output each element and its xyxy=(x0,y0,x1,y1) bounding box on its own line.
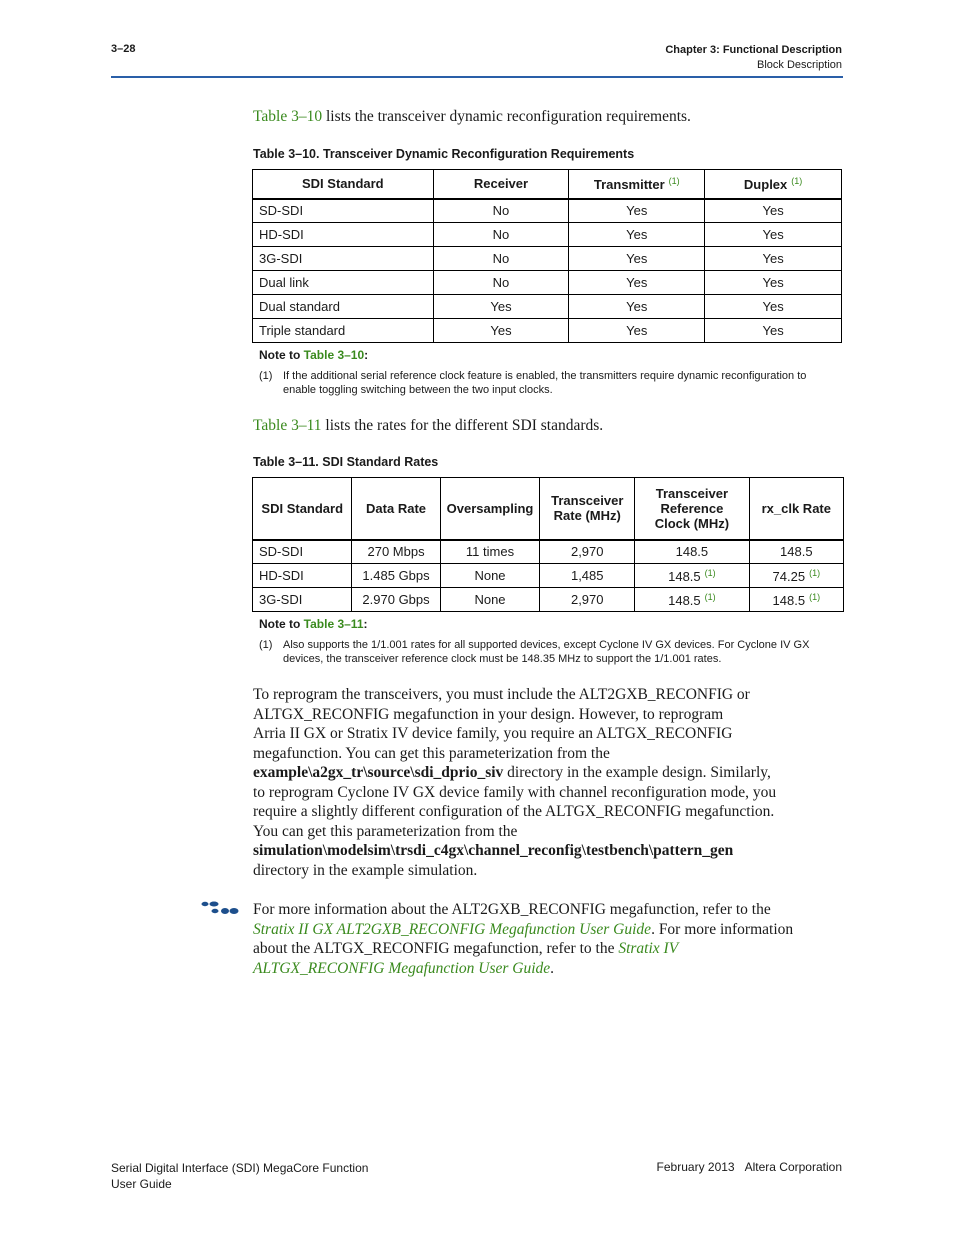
cell: No xyxy=(433,247,569,271)
column-header: Oversampling xyxy=(440,478,540,540)
column-header: Transceiver Rate (MHz) xyxy=(540,478,635,540)
footnote-marker[interactable]: (1) xyxy=(668,175,680,186)
footnote-number: (1) xyxy=(259,639,273,651)
cell: Yes xyxy=(569,319,705,343)
table-3-10-link[interactable]: Table 3–10 xyxy=(253,108,323,125)
table-note-title: Note to Table 3–10: xyxy=(259,348,369,362)
table-header-row xyxy=(253,170,842,199)
table-caption: Table 3–11. SDI Standard Rates xyxy=(253,455,439,469)
cell: 3G-SDI xyxy=(253,588,352,612)
footnote-text: If the additional serial reference clock feature is enabled, the transmitters require dynamic reconfiguration to enable toggling switching between the two input clocks. xyxy=(283,370,807,396)
table-row xyxy=(253,295,842,319)
column-header: Data Rate xyxy=(352,478,440,540)
info-paragraph: For more information about the ALT2GXB_RECONFIG megafunction, refer to the Stratix II GX ALT2GXB_RECONFIG Megafunction User Guide. For more information about the ALTGX_RECONFIG megafunction, refer to the Stratix IV ALTGX_RECONFIG Megafunction User Guide. xyxy=(253,901,794,977)
cell: None xyxy=(440,588,540,612)
cell: HD-SDI xyxy=(253,223,434,247)
column-header: Receiver xyxy=(433,170,569,199)
table-row xyxy=(253,223,842,247)
cell: Yes xyxy=(705,247,842,271)
cell: Yes xyxy=(705,223,842,247)
intro-text: lists the rates for the different SDI standards. xyxy=(321,417,604,434)
cell: 2.970 Gbps xyxy=(352,588,440,612)
footnote-text: Also supports the 1/1.001 rates for all supported devices, except Cyclone IV GX devices. For Cyclone IV GX devices, the transceiver reference clock must be 148.35 MHz to support the 1/1.001 rates. xyxy=(283,639,810,665)
sdi-standard-rates-table xyxy=(252,477,844,612)
body-paragraph: To reprogram the transceivers, you must include the ALT2GXB_RECONFIG or ALTGX_RECONFIG megafunction in your design. However, to reprogram Arria II GX or Stratix IV device family, you require an ALTGX_RECONFIG megafunction. You can get this parameterization from the example\a2gx_tr\source\sdi_dprio_siv directory in the example design. Similarly, to reprogram Cyclone IV GX device family with channel reconfiguration mode, you require a slightly different configuration of the ALTGX_RECONFIG megafunction. You can get this parameterization from the simulation\modelsim\trsdi_c4gx\channel_reconfig\testbench\pattern_gen directory in the example simulation. xyxy=(253,685,843,880)
footnote-marker[interactable]: (1) xyxy=(704,591,716,602)
table-row xyxy=(253,199,842,223)
cell: None xyxy=(440,564,540,588)
running-header xyxy=(665,43,842,73)
cell: 1.485 Gbps xyxy=(352,564,440,588)
table-3-10-note-link[interactable]: Table 3–10 xyxy=(303,348,365,362)
cell: Yes xyxy=(705,199,842,223)
example-directory-path: example\a2gx_tr\source\sdi_dprio_siv xyxy=(253,764,504,781)
cell: 148.5 $^{(1)}$ xyxy=(749,588,843,612)
cell: Yes xyxy=(569,271,705,295)
table-row xyxy=(253,247,842,271)
footnote-number: (1) xyxy=(259,370,273,382)
column-header: Transceiver Reference Clock (MHz) xyxy=(635,478,749,540)
cell: HD-SDI xyxy=(253,564,352,588)
table-footnote xyxy=(259,638,839,668)
cell: 270 Mbps xyxy=(352,540,440,564)
cell: 74.25 $^{(1)}$ xyxy=(749,564,843,588)
table-row xyxy=(253,564,844,588)
table-note-title: Note to Table 3–11: xyxy=(259,617,368,631)
table-row xyxy=(253,319,842,343)
cell: SD-SDI xyxy=(253,540,352,564)
chapter-title: Chapter 3: Functional Description xyxy=(665,44,842,56)
cell: No xyxy=(433,199,569,223)
cell: Dual link xyxy=(253,271,434,295)
intro-text: lists the transceiver dynamic reconfiguration requirements. xyxy=(322,108,691,125)
cell: 11 times xyxy=(440,540,540,564)
table-row xyxy=(253,540,844,564)
cell: Yes xyxy=(569,295,705,319)
cell: Yes xyxy=(569,247,705,271)
column-header: SDI Standard xyxy=(253,170,434,199)
footnote-marker[interactable]: (1) xyxy=(809,567,821,578)
simulation-directory-path: simulation\modelsim\trsdi_c4gx\channel_reconfig\testbench\pattern_gen xyxy=(253,842,734,859)
cell: No xyxy=(433,271,569,295)
cell: Yes xyxy=(705,319,842,343)
cell: 1,485 xyxy=(540,564,635,588)
cell: Yes xyxy=(705,295,842,319)
cell: 148.5 xyxy=(749,540,843,564)
cell: Dual standard xyxy=(253,295,434,319)
column-header: SDI Standard xyxy=(253,478,352,540)
table-header-row xyxy=(253,478,844,540)
cell: Yes xyxy=(433,295,569,319)
cell: Yes xyxy=(569,199,705,223)
cell: Yes xyxy=(705,271,842,295)
table-footnote xyxy=(259,369,839,399)
cell: Yes xyxy=(433,319,569,343)
cell: 148.5 xyxy=(635,540,749,564)
footnote-marker[interactable]: (1) xyxy=(809,591,821,602)
table-row xyxy=(253,271,842,295)
footer-doc-title: Serial Digital Interface (SDI) MegaCore Function User Guide xyxy=(111,1161,369,1191)
cell: Triple standard xyxy=(253,319,434,343)
cell: 148.5 $^{(1)}$ xyxy=(635,564,749,588)
cell: SD-SDI xyxy=(253,199,434,223)
page-number: 3–28 xyxy=(111,43,136,55)
footnote-marker[interactable]: (1) xyxy=(704,567,716,578)
stratix-iv-guide-link-cont[interactable]: ALTGX_RECONFIG Megafunction User Guide xyxy=(253,959,551,977)
column-header: rx_clk Rate xyxy=(749,478,843,540)
table-row xyxy=(253,588,844,612)
intro-paragraph-1 xyxy=(253,107,691,127)
cell: 3G-SDI xyxy=(253,247,434,271)
cell: 2,970 xyxy=(540,540,635,564)
column-header: Duplex $^{(1)}$ xyxy=(705,170,842,199)
cell: Yes xyxy=(569,223,705,247)
info-icon xyxy=(199,899,241,919)
cell: 2,970 xyxy=(540,588,635,612)
stratix-ii-gx-guide-link[interactable]: Stratix II GX ALT2GXB_RECONFIG Megafunction User Guide xyxy=(253,920,652,938)
footer-publisher: February 2013 Altera Corporation xyxy=(656,1160,842,1174)
table-caption: Table 3–10. Transceiver Dynamic Reconfiguration Requirements xyxy=(253,147,635,161)
footnote-marker[interactable]: (1) xyxy=(791,175,803,186)
section-title: Block Description xyxy=(757,59,842,71)
column-header: Transmitter $^{(1)}$ xyxy=(569,170,705,199)
reconfig-requirements-table xyxy=(252,169,842,343)
table-3-11-note-link[interactable]: Table 3–11 xyxy=(303,617,364,631)
stratix-iv-guide-link[interactable]: Stratix IV xyxy=(618,940,679,957)
cell: 148.5 $^{(1)}$ xyxy=(635,588,749,612)
table-3-11-link[interactable]: Table 3–11 xyxy=(253,417,322,434)
header-rule xyxy=(111,76,843,78)
intro-paragraph-2 xyxy=(253,416,603,436)
cell: No xyxy=(433,223,569,247)
